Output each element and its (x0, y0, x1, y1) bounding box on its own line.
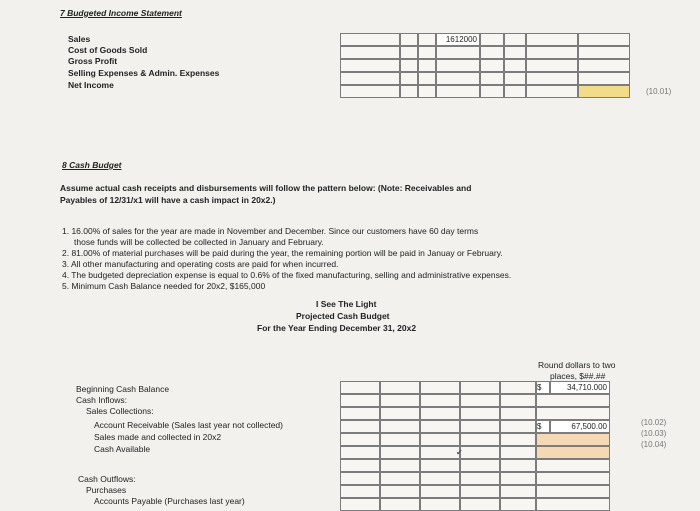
cell[interactable] (460, 472, 500, 485)
cell[interactable] (420, 381, 460, 394)
currency-symbol: $ (536, 420, 550, 433)
section8-title: 8 Cash Budget (62, 160, 122, 170)
list-item: 5. Minimum Cash Balance needed for 20x2, $165,000 (62, 281, 266, 291)
cell[interactable] (340, 472, 380, 485)
cell[interactable] (340, 433, 380, 446)
cell[interactable] (500, 472, 536, 485)
cell[interactable] (380, 407, 420, 420)
cell[interactable] (420, 433, 460, 446)
cell[interactable] (536, 407, 610, 420)
cell[interactable] (340, 46, 400, 59)
cell[interactable] (400, 85, 418, 98)
cell[interactable] (526, 46, 578, 59)
cell[interactable] (436, 85, 480, 98)
report-period: For the Year Ending December 31, 20x2 (257, 323, 417, 333)
cell[interactable] (340, 72, 400, 85)
company-name: I See The Light (316, 299, 377, 309)
income-label-cogs: Cost of Goods Sold (68, 45, 148, 55)
cell[interactable] (418, 33, 436, 46)
beginning-cash-value[interactable]: 34,710.000 (550, 381, 610, 394)
cell[interactable] (418, 72, 436, 85)
cell[interactable] (340, 485, 380, 498)
label-account-receivable: Account Receivable (Sales last year not collected) (94, 420, 283, 430)
cell[interactable] (420, 394, 460, 407)
cell[interactable] (480, 33, 504, 46)
list-item: those funds will be collected be collected in January and February. (74, 237, 324, 247)
list-item: 4. The budgeted depreciation expense is equal to 0.6% of the fixed manufacturing, selling and administrative expenses. (62, 270, 512, 280)
cell[interactable] (480, 85, 504, 98)
section7-title: 7 Budgeted Income Statement (60, 8, 182, 18)
cell[interactable] (578, 33, 630, 46)
cell[interactable] (536, 472, 610, 485)
cell[interactable] (420, 459, 460, 472)
intro-line-2: Payables of 12/31/x1 will have a cash impact in 20x2.) (60, 195, 276, 205)
net-income-input[interactable] (578, 85, 630, 98)
cell[interactable] (420, 407, 460, 420)
cell[interactable] (380, 485, 420, 498)
cell[interactable] (340, 446, 380, 459)
list-item: 3. All other manufacturing and operating costs are paid for when incurred. (62, 259, 339, 269)
code-ar: (10.02) (641, 418, 667, 427)
list-item: 1. 16.00% of sales for the year are made in November and December. Since our customers have 60 day terms (62, 226, 479, 236)
cell[interactable] (420, 446, 460, 459)
cell[interactable] (420, 498, 460, 511)
cell[interactable] (420, 485, 460, 498)
cell[interactable] (380, 459, 420, 472)
income-label-sales: Sales (68, 34, 91, 44)
cell[interactable] (504, 72, 526, 85)
income-label-gross-profit: Gross Profit (68, 56, 118, 66)
cell[interactable] (480, 46, 504, 59)
cell[interactable] (400, 46, 418, 59)
cell[interactable] (578, 72, 630, 85)
sales-value-cell[interactable]: 1612000 (436, 33, 480, 46)
cell[interactable] (380, 472, 420, 485)
cell[interactable] (400, 72, 418, 85)
cell[interactable] (340, 381, 380, 394)
cell[interactable] (500, 433, 536, 446)
cell[interactable] (380, 446, 420, 459)
cell[interactable] (504, 33, 526, 46)
cell[interactable] (500, 381, 536, 394)
code-cash-available: (10.04) (641, 440, 667, 449)
cell[interactable] (436, 59, 480, 72)
cell[interactable] (500, 498, 536, 511)
cell[interactable] (340, 498, 380, 511)
currency-symbol: $ (536, 381, 550, 394)
label-beginning-cash: Beginning Cash Balance (76, 384, 170, 394)
label-cash-inflows: Cash Inflows: (76, 395, 128, 405)
cell[interactable] (400, 33, 418, 46)
cell[interactable] (460, 420, 500, 433)
cell[interactable] (536, 485, 610, 498)
cell[interactable] (480, 59, 504, 72)
income-label-selling-admin: Selling Expenses & Admin. Expenses (68, 68, 220, 78)
cell[interactable] (418, 59, 436, 72)
cell[interactable] (460, 485, 500, 498)
net-income-code: (10.01) (646, 87, 672, 96)
cell[interactable] (460, 459, 500, 472)
cell[interactable] (340, 33, 400, 46)
cell[interactable] (420, 472, 460, 485)
round-note-line-1: Round dollars to two (538, 360, 616, 370)
cell[interactable] (460, 446, 500, 459)
cell[interactable] (380, 394, 420, 407)
cell[interactable] (380, 381, 420, 394)
cash-available-input[interactable] (536, 446, 610, 459)
cell[interactable] (340, 459, 380, 472)
cell[interactable] (340, 59, 400, 72)
cell[interactable] (500, 407, 536, 420)
report-title: Projected Cash Budget (296, 311, 390, 321)
cell[interactable] (380, 433, 420, 446)
cell[interactable] (436, 46, 480, 59)
cell[interactable] (536, 394, 610, 407)
cell[interactable] (526, 85, 578, 98)
cell[interactable] (500, 420, 536, 433)
cell[interactable] (418, 85, 436, 98)
cell[interactable] (536, 459, 610, 472)
cell[interactable] (340, 420, 380, 433)
cell[interactable] (340, 85, 400, 98)
cell[interactable] (460, 394, 500, 407)
cell[interactable] (536, 498, 610, 511)
cell[interactable] (500, 459, 536, 472)
cell[interactable] (526, 72, 578, 85)
list-item: 2. 81.00% of material purchases will be paid during the year, the remaining portion will be paid in Januay or February. (62, 248, 503, 258)
cell[interactable] (340, 394, 380, 407)
cell[interactable] (578, 59, 630, 72)
cell[interactable] (460, 381, 500, 394)
cell[interactable] (460, 498, 500, 511)
cell[interactable] (340, 407, 380, 420)
round-note-line-2: places, $##.## (550, 371, 606, 381)
sales-made-input[interactable] (536, 433, 610, 446)
cell[interactable] (526, 59, 578, 72)
cell[interactable] (526, 33, 578, 46)
code-sales-made: (10.03) (641, 429, 667, 438)
check-mark-icon: ✔ (456, 448, 463, 457)
cell[interactable] (504, 59, 526, 72)
label-sales-made: Sales made and collected in 20x2 (94, 432, 222, 442)
label-cash-outflows: Cash Outflows: (78, 474, 136, 484)
income-label-net-income: Net Income (68, 80, 114, 90)
cell[interactable] (460, 407, 500, 420)
label-purchases: Purchases (86, 485, 127, 495)
cell[interactable] (418, 46, 436, 59)
cell[interactable] (460, 433, 500, 446)
cell[interactable] (578, 46, 630, 59)
ar-value[interactable]: 67,500.00 (550, 420, 610, 433)
cell[interactable] (400, 59, 418, 72)
label-sales-collections: Sales Collections: (86, 406, 154, 416)
cell[interactable] (504, 46, 526, 59)
cell[interactable] (500, 485, 536, 498)
label-cash-available: Cash Available (94, 444, 151, 454)
cell[interactable] (436, 72, 480, 85)
cell[interactable] (380, 420, 420, 433)
cell[interactable] (420, 420, 460, 433)
cell[interactable] (380, 498, 420, 511)
cell[interactable] (500, 446, 536, 459)
cell[interactable] (480, 72, 504, 85)
cell[interactable] (504, 85, 526, 98)
label-accounts-payable: Accounts Payable (Purchases last year) (94, 496, 245, 506)
intro-line-1: Assume actual cash receipts and disbursements will follow the pattern below: (Note: Receivables and (60, 183, 472, 193)
cell[interactable] (500, 394, 536, 407)
